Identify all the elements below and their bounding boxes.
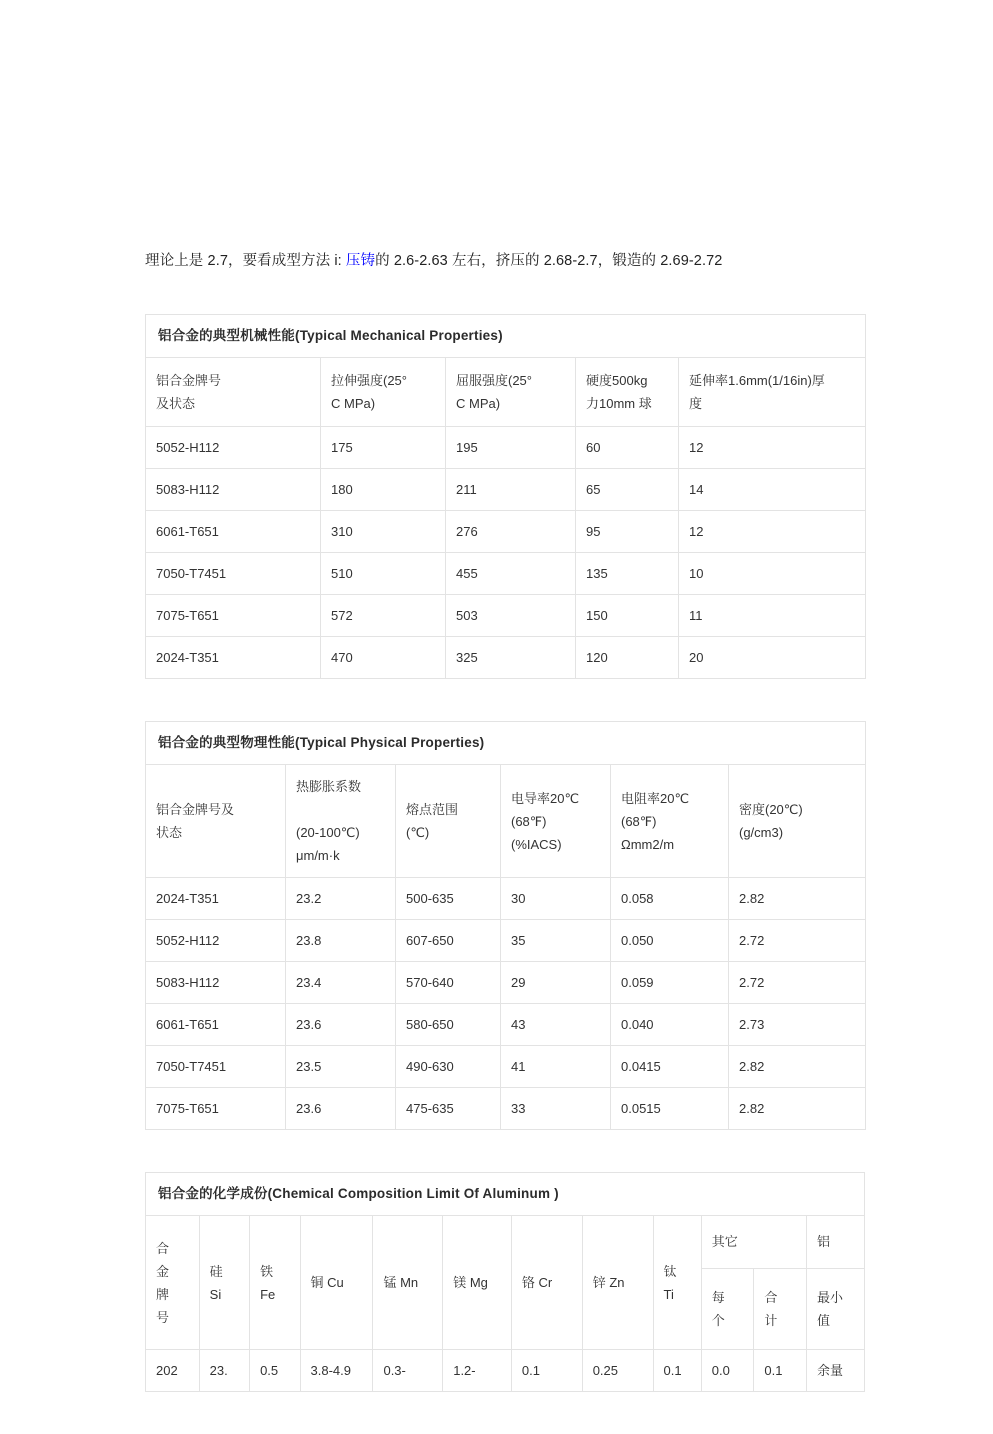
- table3-header-cell-si: [199, 1216, 249, 1350]
- table2-caption: 铝合金的典型物理性能(Typical Physical Properties): [146, 722, 866, 765]
- table-row: [146, 427, 866, 469]
- header-line-2: 计: [764, 1312, 778, 1328]
- table-caption-row: [146, 722, 866, 765]
- table3-header-cell-ti: [653, 1216, 701, 1350]
- tensile-strength-cell: 572: [321, 595, 446, 637]
- resistivity-cell: 0.0515: [611, 1088, 729, 1130]
- header-line-2: Ti: [663, 1286, 674, 1302]
- resistivity-cell: 0.050: [611, 920, 729, 962]
- alloy-grade-cell: 2024-T351: [146, 637, 321, 679]
- header-line-1: 铝合金牌号及: [156, 802, 235, 817]
- aluminum-min-cell: 余量: [806, 1350, 864, 1392]
- header-line-2: Si: [209, 1286, 222, 1302]
- table-header-row: [146, 765, 866, 878]
- cr-cell: 0.1: [511, 1350, 582, 1392]
- table2-header-cell: [729, 765, 866, 878]
- table1-header-cell: [321, 358, 446, 427]
- alloy-grade-cell: 7075-T651: [146, 595, 321, 637]
- header-line-2: (68℉): [511, 813, 547, 829]
- header-line-2: (g/cm3): [739, 825, 784, 840]
- alloy-grade-cell: 5052-H112: [146, 427, 321, 469]
- elongation-cell: 11: [679, 595, 866, 637]
- zn-cell: 0.25: [582, 1350, 653, 1392]
- header-line-1: 钛: [663, 1263, 677, 1279]
- header-line-2: 值: [816, 1312, 830, 1328]
- table-row: [146, 878, 866, 920]
- alloy-grade-cell: 5083-H112: [146, 469, 321, 511]
- alloy-grade-cell: 6061-T651: [146, 1004, 286, 1046]
- header-line-3: Ωmm2/m: [621, 836, 675, 852]
- tensile-strength-cell: 510: [321, 553, 446, 595]
- table-row: [146, 469, 866, 511]
- header-line-2: (68℉): [621, 813, 657, 829]
- table3-header-cell-alloy: [146, 1216, 200, 1350]
- hardness-cell: 135: [576, 553, 679, 595]
- header-line-1: 最小: [816, 1289, 843, 1305]
- alloy-grade-cell: 5052-H112: [146, 920, 286, 962]
- header-line-1: 硬度500kg: [586, 373, 648, 388]
- chemical-composition-table: [145, 1172, 865, 1392]
- melting-range-cell: 490-630: [396, 1046, 501, 1088]
- conductivity-cell: 35: [501, 920, 611, 962]
- table-header-group-row: [146, 1216, 865, 1269]
- conductivity-cell: 30: [501, 878, 611, 920]
- header-line-1: 热膨胀系数: [296, 779, 362, 794]
- resistivity-cell: 0.0415: [611, 1046, 729, 1088]
- thermal-expansion-cell: 23.8: [286, 920, 396, 962]
- table3-caption: 铝合金的化学成份(Chemical Composition Limit Of Aluminum ): [146, 1173, 865, 1216]
- header-line-1: 每: [711, 1289, 725, 1305]
- melting-range-cell: 570-640: [396, 962, 501, 1004]
- table-caption-row: [146, 315, 866, 358]
- tensile-strength-cell: 175: [321, 427, 446, 469]
- alloy-grade-cell: 7075-T651: [146, 1088, 286, 1130]
- header-line-spacer: [296, 798, 385, 821]
- table3-header-cell-mn: 锰 Mn: [373, 1216, 443, 1350]
- table3-subheader-each: [701, 1268, 754, 1349]
- table-row: [146, 1004, 866, 1046]
- header-line-2: 力10mm 球: [586, 396, 652, 411]
- conductivity-cell: 41: [501, 1046, 611, 1088]
- table1-header-cell: [146, 358, 321, 427]
- melting-range-cell: 580-650: [396, 1004, 501, 1046]
- header-line-3: (%IACS): [511, 836, 562, 852]
- elongation-cell: 20: [679, 637, 866, 679]
- alloy-grade-cell: 2024-T351: [146, 878, 286, 920]
- table-row: [146, 637, 866, 679]
- conductivity-cell: 33: [501, 1088, 611, 1130]
- table3-header-cell-fe: [250, 1216, 300, 1350]
- table1-header-cell: [576, 358, 679, 427]
- resistivity-cell: 0.058: [611, 878, 729, 920]
- density-cell: 2.72: [729, 962, 866, 1004]
- alloy-grade-cell: 6061-T651: [146, 511, 321, 553]
- header-line-3: 牌: [156, 1286, 170, 1302]
- alloy-grade-cell: 7050-T7451: [146, 1046, 286, 1088]
- table3-header-cell-mg: 镁 Mg: [443, 1216, 512, 1350]
- table1-caption: 铝合金的典型机械性能(Typical Mechanical Properties): [146, 315, 866, 358]
- thermal-expansion-cell: 23.6: [286, 1088, 396, 1130]
- table-caption-row: [146, 1173, 865, 1216]
- table2-header-cell: [501, 765, 611, 878]
- resistivity-cell: 0.059: [611, 962, 729, 1004]
- yield-strength-cell: 455: [446, 553, 576, 595]
- tensile-strength-cell: 180: [321, 469, 446, 511]
- header-line-1: 硅: [209, 1263, 223, 1279]
- header-line-3: (20-100℃): [296, 825, 360, 840]
- fe-cell: 0.5: [250, 1350, 300, 1392]
- elongation-cell: 12: [679, 511, 866, 553]
- other-each-cell: 0.0: [701, 1350, 754, 1392]
- table3-header-group-aluminum: 铝: [806, 1216, 864, 1269]
- header-line-2: 及状态: [156, 396, 196, 411]
- header-line-2: C MPa): [456, 396, 501, 411]
- header-line-1: 电导率20℃: [511, 790, 580, 806]
- table-row: [146, 511, 866, 553]
- die-casting-link[interactable]: 压铸: [345, 253, 376, 269]
- header-line-1: 合: [156, 1240, 170, 1256]
- header-line-2: 状态: [156, 825, 183, 840]
- header-line-1: 延伸率1.6mm(1/16in)厚: [689, 373, 825, 388]
- table-row: [146, 1046, 866, 1088]
- cu-cell: 3.8-4.9: [300, 1350, 373, 1392]
- thermal-expansion-cell: 23.2: [286, 878, 396, 920]
- hardness-cell: 60: [576, 427, 679, 469]
- header-line-1: 电阻率20℃: [621, 790, 690, 806]
- table3-header-cell-cr: 铬 Cr: [511, 1216, 582, 1350]
- melting-range-cell: 475-635: [396, 1088, 501, 1130]
- alloy-grade-cell: 7050-T7451: [146, 553, 321, 595]
- elongation-cell: 12: [679, 427, 866, 469]
- table2-header-cell: [611, 765, 729, 878]
- intro-text-after: 的 2.6-2.63 左右，挤压的 2.68-2.7，锻造的 2.69-2.72: [375, 253, 723, 269]
- table2-header-cell: [286, 765, 396, 878]
- table1-header-cell: [446, 358, 576, 427]
- yield-strength-cell: 325: [446, 637, 576, 679]
- ti-cell: 0.1: [653, 1350, 701, 1392]
- header-line-4: μm/m·k: [296, 848, 340, 863]
- melting-range-cell: 500-635: [396, 878, 501, 920]
- density-cell: 2.72: [729, 920, 866, 962]
- thermal-expansion-cell: 23.6: [286, 1004, 396, 1046]
- header-line-1: 熔点范围: [406, 802, 459, 817]
- si-cell: 23.: [199, 1350, 249, 1392]
- alloy-grade-cell: 5083-H112: [146, 962, 286, 1004]
- thermal-expansion-cell: 23.4: [286, 962, 396, 1004]
- mn-cell: 0.3-: [373, 1350, 443, 1392]
- table-row: [146, 1088, 866, 1130]
- thermal-expansion-cell: 23.5: [286, 1046, 396, 1088]
- table-row: [146, 1350, 865, 1392]
- header-line-1: 屈服强度(25°: [456, 373, 532, 388]
- yield-strength-cell: 195: [446, 427, 576, 469]
- table3-subheader-total: [754, 1268, 807, 1349]
- header-line-1: 铝合金牌号: [156, 373, 222, 388]
- table3-subheader-minimum: [806, 1268, 864, 1349]
- header-line-4: 号: [156, 1309, 170, 1325]
- header-line-2: 度: [689, 396, 703, 411]
- table-row: [146, 920, 866, 962]
- tensile-strength-cell: 470: [321, 637, 446, 679]
- header-line-2: Fe: [260, 1286, 276, 1302]
- density-cell: 2.82: [729, 1046, 866, 1088]
- tensile-strength-cell: 310: [321, 511, 446, 553]
- header-line-1: 合: [764, 1289, 778, 1305]
- intro-paragraph: [145, 250, 865, 272]
- header-line-1: 密度(20℃): [739, 802, 803, 817]
- header-line-2: (℃): [406, 825, 430, 840]
- yield-strength-cell: 211: [446, 469, 576, 511]
- header-line-2: 个: [711, 1312, 725, 1328]
- elongation-cell: 10: [679, 553, 866, 595]
- header-line-1: 铁: [260, 1263, 274, 1279]
- table2-header-cell: [396, 765, 501, 878]
- hardness-cell: 65: [576, 469, 679, 511]
- table3-header-group-other: 其它: [701, 1216, 806, 1269]
- header-line-2: C MPa): [331, 396, 376, 411]
- physical-properties-table: [145, 721, 866, 1130]
- table3-header-cell-zn: 锌 Zn: [582, 1216, 653, 1350]
- hardness-cell: 150: [576, 595, 679, 637]
- other-total-cell: 0.1: [754, 1350, 807, 1392]
- table1-header-cell: [679, 358, 866, 427]
- table-row: [146, 595, 866, 637]
- density-cell: 2.73: [729, 1004, 866, 1046]
- document-content: [145, 250, 865, 1434]
- conductivity-cell: 29: [501, 962, 611, 1004]
- mg-cell: 1.2-: [443, 1350, 512, 1392]
- table-row: [146, 553, 866, 595]
- table2-header-cell: [146, 765, 286, 878]
- mechanical-properties-table: [145, 314, 866, 679]
- yield-strength-cell: 276: [446, 511, 576, 553]
- density-cell: 2.82: [729, 878, 866, 920]
- density-cell: 2.82: [729, 1088, 866, 1130]
- conductivity-cell: 43: [501, 1004, 611, 1046]
- resistivity-cell: 0.040: [611, 1004, 729, 1046]
- hardness-cell: 95: [576, 511, 679, 553]
- intro-text-before: 理论上是 2.7，要看成型方法 i:: [145, 253, 346, 269]
- elongation-cell: 14: [679, 469, 866, 511]
- alloy-grade-cell: 202: [146, 1350, 200, 1392]
- yield-strength-cell: 503: [446, 595, 576, 637]
- table3-header-cell-cu: 铜 Cu: [300, 1216, 373, 1350]
- melting-range-cell: 607-650: [396, 920, 501, 962]
- table-header-row: [146, 358, 866, 427]
- header-line-1: 拉伸强度(25°: [331, 373, 407, 388]
- hardness-cell: 120: [576, 637, 679, 679]
- header-line-2: 金: [156, 1263, 170, 1279]
- table-row: [146, 962, 866, 1004]
